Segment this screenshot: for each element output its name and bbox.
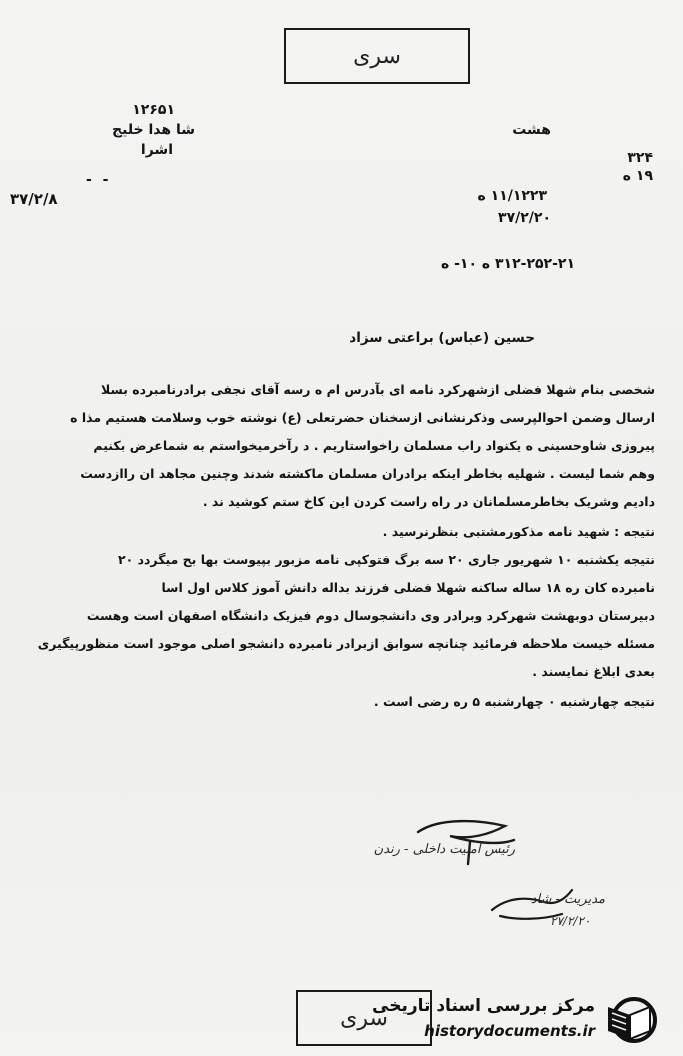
- reference-number: ۱۲۶۵۱: [132, 102, 175, 118]
- subject-line: حسین (عباس) براعتی سزاد: [349, 330, 535, 346]
- body-line: بعدی ابلاغ نمایسند .: [532, 664, 655, 679]
- classification-label-top: سری: [353, 43, 401, 69]
- archive-logo-icon: [600, 995, 662, 1045]
- ref-number-324: ۳۲۴: [627, 150, 653, 166]
- body-line: ارسال وضمن احوالپرسی وذکرنشانی ازسخنان حضرتعلی (ع) نوشته خوب وسلامت هستیم مذا ه: [70, 410, 655, 425]
- signature-label-2: مدیریت - شاد: [530, 892, 605, 907]
- body-line: دادیم وشریک بخاطرمسلمانان در راه راست کردن این کاخ ستم کوشید ند .: [202, 494, 655, 509]
- body-line: نتیجه : شهید نامه مذکورمشتبی بنظرنرسید .: [382, 524, 655, 539]
- signature-label-1: رئیس امنیت داخلی - رندن: [373, 842, 515, 857]
- archive-url[interactable]: historydocuments.ir: [424, 1022, 595, 1040]
- office-line-1: شا هدا خلیج: [112, 122, 195, 138]
- dash-mark: - -: [86, 172, 112, 188]
- body-line: نامبرده کان ره ۱۸ ساله ساکنه شهلا فضلی فرزند بداله دانش آموز کلاس اول اسا: [161, 580, 655, 595]
- body-line: شخصی بنام شهلا فضلی ازشهرکرد نامه ای بآدرس ام ه رسه آقای نجفی برادرنامبرده بسلا: [100, 382, 655, 397]
- date-top-left: ۳۷/۲/۸: [10, 190, 58, 208]
- archive-title: مرکز بررسی اسناد تاریخی: [372, 996, 595, 1016]
- body-line: نتیجه چهارشنبه ۰ چهارشنبه ۵ ره رضی است .: [373, 694, 655, 709]
- body-line: نتیجه یکشنبه ۱۰ شهریور جاری ۲۰ سه برگ فتوکپی نامه مزبور بپیوست بها بح میگردد ۲۰: [117, 552, 655, 567]
- signature-date-2: ۲۷/۲/۲۰: [550, 914, 591, 928]
- ref-file-number: ۱۱/۱۲۲۳ ه: [477, 188, 547, 204]
- body-line: پیروزی شاوحسینی ه یکنواد راب مسلمان راخواستاریم . د رآخرمیخواستم به شماعرض بکنیم: [93, 438, 655, 453]
- ref-number-19: ۱۹ ه: [622, 168, 653, 184]
- classification-box-top: [284, 28, 470, 84]
- body-line: مسئله خیست ملاحظه فرمائید چنانچه سوابق ازبرادر نامبرده دانشجو اصلی موجود است منظورپیگیری: [37, 636, 655, 651]
- body-line: دبیرستان دوبهشت شهرکرد وبرادر وی دانشجوسال دوم فیزیک دانشگاه اصفهان است وهست: [86, 608, 655, 623]
- classification-label-bottom: سری: [340, 1005, 388, 1031]
- ref-long-code: ۳۱۲-۲۵۲-۲۱ ه ۱۰- ه: [440, 256, 575, 272]
- header-mark: هشت: [512, 122, 551, 138]
- body-line: وهم شما لیست . شهلیه بخاطر اینکه برادران مسلمان ماکشته شدند وچنین مجاهد ان راازدست: [80, 466, 655, 481]
- office-line-2: اشرا: [140, 142, 173, 158]
- ref-date: ۳۷/۲/۲۰: [498, 210, 551, 226]
